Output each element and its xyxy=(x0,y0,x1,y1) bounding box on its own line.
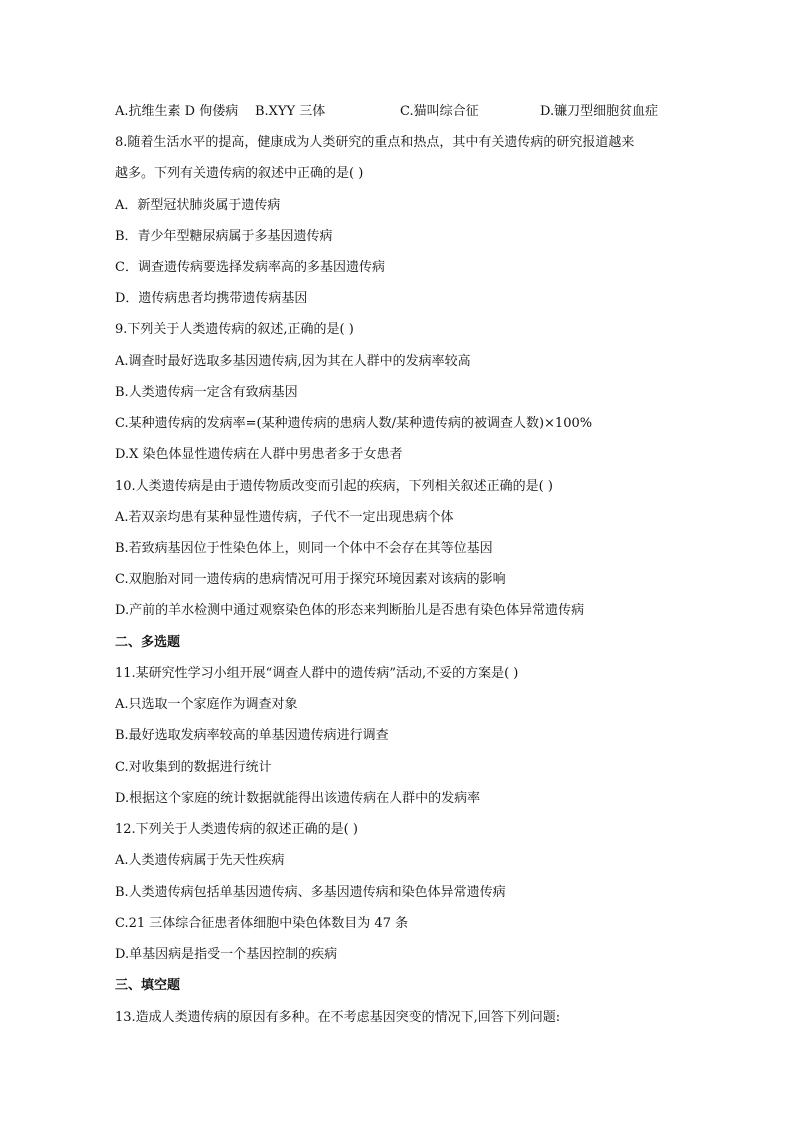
q12-stem: 12.下列关于人类遗传病的叙述正确的是( ) xyxy=(115,822,358,837)
section-heading-fill-in: 三、填空题 xyxy=(115,978,181,993)
q7-option-d: D.镰刀型细胞贫血症 xyxy=(540,104,659,119)
q10-option-d: D.产前的羊水检测中通过观察染色体的形态来判断胎儿是否患有染色体异常遗传病 xyxy=(115,603,585,618)
q12-option-c: C.21 三体综合征患者体细胞中染色体数目为 47 条 xyxy=(115,916,409,931)
q9-option-d: D.X 染色体显性遗传病在人群中男患者多于女患者 xyxy=(115,447,403,462)
q11-stem: 11.某研究性学习小组开展“调查人群中的遗传病”活动,不妥的方案是( ) xyxy=(115,666,519,681)
q7-option-c: C.猫叫综合征 xyxy=(400,104,479,119)
q8-option-c: C．调查遗传病要选择发病率高的多基因遗传病 xyxy=(115,260,385,275)
q8-stem-line1: 8.随着生活水平的提高，健康成为人类研究的重点和热点，其中有关遗传病的研究报道越来 xyxy=(115,135,635,150)
q10-option-b: B.若致病基因位于性染色体上，则同一个体中不会存在其等位基因 xyxy=(115,541,493,556)
q9-stem: 9.下列关于人类遗传病的叙述,正确的是( ) xyxy=(115,322,354,337)
q9-option-a: A.调查时最好选取多基因遗传病,因为其在人群中的发病率较高 xyxy=(115,354,471,369)
q7-option-a: A.抗维生素 D 佝偻病 xyxy=(115,104,239,119)
q12-option-d: D.单基因病是指受一个基因控制的疾病 xyxy=(115,947,338,962)
q11-option-d: D.根据这个家庭的统计数据就能得出该遗传病在人群中的发病率 xyxy=(115,791,481,806)
q13-stem: 13.造成人类遗传病的原因有多种。在不考虑基因突变的情况下,回答下列问题: xyxy=(115,1010,561,1025)
q8-stem-line2: 越多。下列有关遗传病的叙述中正确的是( ) xyxy=(115,166,364,181)
q9-option-c: C.某种遗传病的发病率=(某种遗传病的患病人数/某种遗传病的被调查人数)×100% xyxy=(115,416,593,431)
q8-option-d: D．遗传病患者均携带遗传病基因 xyxy=(115,291,308,306)
q7-options-row xyxy=(115,104,715,120)
q7-option-b: B.XYY 三体 xyxy=(255,104,326,119)
q10-option-a: A.若双亲均患有某种显性遗传病，子代不一定出现患病个体 xyxy=(115,510,454,525)
q8-option-b: B．青少年型糖尿病属于多基因遗传病 xyxy=(115,229,333,244)
q11-option-a: A.只选取一个家庭作为调查对象 xyxy=(115,697,298,712)
q12-option-b: B.人类遗传病包括单基因遗传病、多基因遗传病和染色体异常遗传病 xyxy=(115,885,506,900)
q12-option-a: A.人类遗传病属于先天性疾病 xyxy=(115,853,285,868)
q11-option-b: B.最好选取发病率较高的单基因遗传病进行调查 xyxy=(115,728,389,743)
q8-option-a: A．新型冠状肺炎属于遗传病 xyxy=(115,198,281,213)
q10-option-c: C.双胞胎对同一遗传病的患病情况可用于探究环境因素对该病的影响 xyxy=(115,572,506,587)
q9-option-b: B.人类遗传病一定含有致病基因 xyxy=(115,385,298,400)
q10-stem: 10.人类遗传病是由于遗传物质改变而引起的疾病，下列相关叙述正确的是( ) xyxy=(115,479,553,494)
q11-option-c: C.对收集到的数据进行统计 xyxy=(115,760,272,775)
section-heading-multiple-choice: 二、多选题 xyxy=(115,635,181,650)
